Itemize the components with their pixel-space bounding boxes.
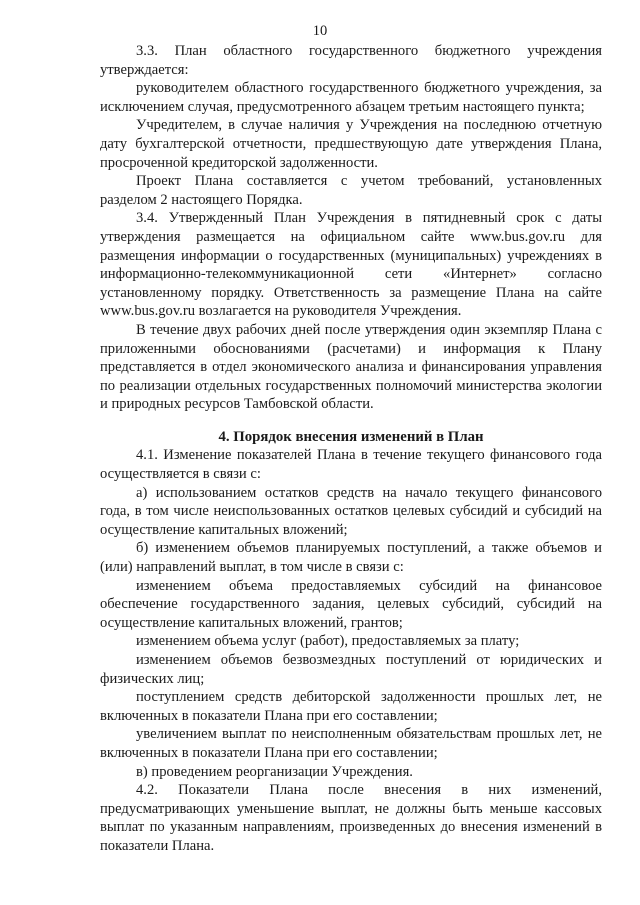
- document-body: [100, 42, 602, 856]
- paragraph-paid-services: изменением объема услуг (работ), предоставляемых за плату;: [136, 633, 520, 650]
- paragraph-item-a: а) использованием остатков средств на начало текущего финансового года, в том числе неиспользованных остатков целевых субсидий и субсидий на осуществление капитальных вложений;: [100, 484, 602, 538]
- paragraph-4-1: 4.1. Изменение показателей Плана в течение текущего финансового года осуществляется в связи с:: [100, 447, 602, 483]
- paragraph-subsidies-change: изменением объема предоставляемых субсидий на финансовое обеспечение государственного задания, целевых субсидий, субсидий на осуществление капитальных вложений, грантов;: [100, 577, 602, 631]
- paragraph-draft-plan: Проект Плана составляется с учетом требований, установленных разделом 2 настоящего Порядка.: [100, 173, 602, 208]
- paragraph-approver-head: руководителем областного государственного бюджетного учреждения, за исключением случая, предусмотренного абзацем третьим настоящего пункта;: [100, 80, 602, 115]
- paragraph-receivables: поступлением средств дебиторской задолженности прошлых лет, не включенных в показатели Плана при его составлении;: [100, 689, 602, 724]
- paragraph-item-v: в) проведением реорганизации Учреждения.: [136, 763, 413, 780]
- paragraph-3-4: 3.4. Утвержденный План Учреждения в пятидневный срок с даты утверждения размещается на официальном сайте www.bus.gov.ru для размещения информации о государственных (муниципальных) учреждениях в информационно-телекоммуникационной сети «Интернет» согласно установленному порядку. Ответственность за размещение Плана на сайте www.bus.gov.ru возлагается на руководителя Учреждения.: [100, 210, 602, 320]
- paragraph-4-2: 4.2. Показатели Плана после внесения в них изменений, предусматривающих уменьшение выплат, не должны быть меньше кассовых выплат по указанным направлениям, произведенных до внесения изменений в показатели Плана.: [100, 782, 602, 854]
- paragraph-gratuitous-receipts: изменением объемов безвозмездных поступлений от юридических и физических лиц;: [100, 652, 602, 687]
- paragraph-3-3: 3.3. План областного государственного бюджетного учреждения утверждается:: [100, 43, 602, 78]
- page-number: 10: [312, 23, 328, 39]
- paragraph-unfulfilled-obligations: увеличением выплат по неисполненным обязательствам прошлых лет, не включенных в показатели Плана при его составлении;: [100, 726, 602, 761]
- paragraph-approver-founder: Учредителем, в случае наличия у Учреждения на последнюю отчетную дату бухгалтерской отчетности, предшествующую дате утверждения Плана, просроченной кредиторской задолженности.: [100, 117, 602, 171]
- paragraph-submission: В течение двух рабочих дней после утверждения один экземпляр Плана с приложенными обоснованиями (расчетами) и информация к Плану представляется в отдел экономического анализа и финансирования управления по реализации отдельных государственных полномочий министерства экологии и природных ресурсов Тамбовской области.: [100, 321, 602, 413]
- section-heading: 4. Порядок внесения изменений в План: [218, 428, 484, 445]
- paragraph-item-b: б) изменением объемов планируемых поступлений, а также объемов и (или) направлений выплат, в том числе в связи с:: [100, 540, 602, 576]
